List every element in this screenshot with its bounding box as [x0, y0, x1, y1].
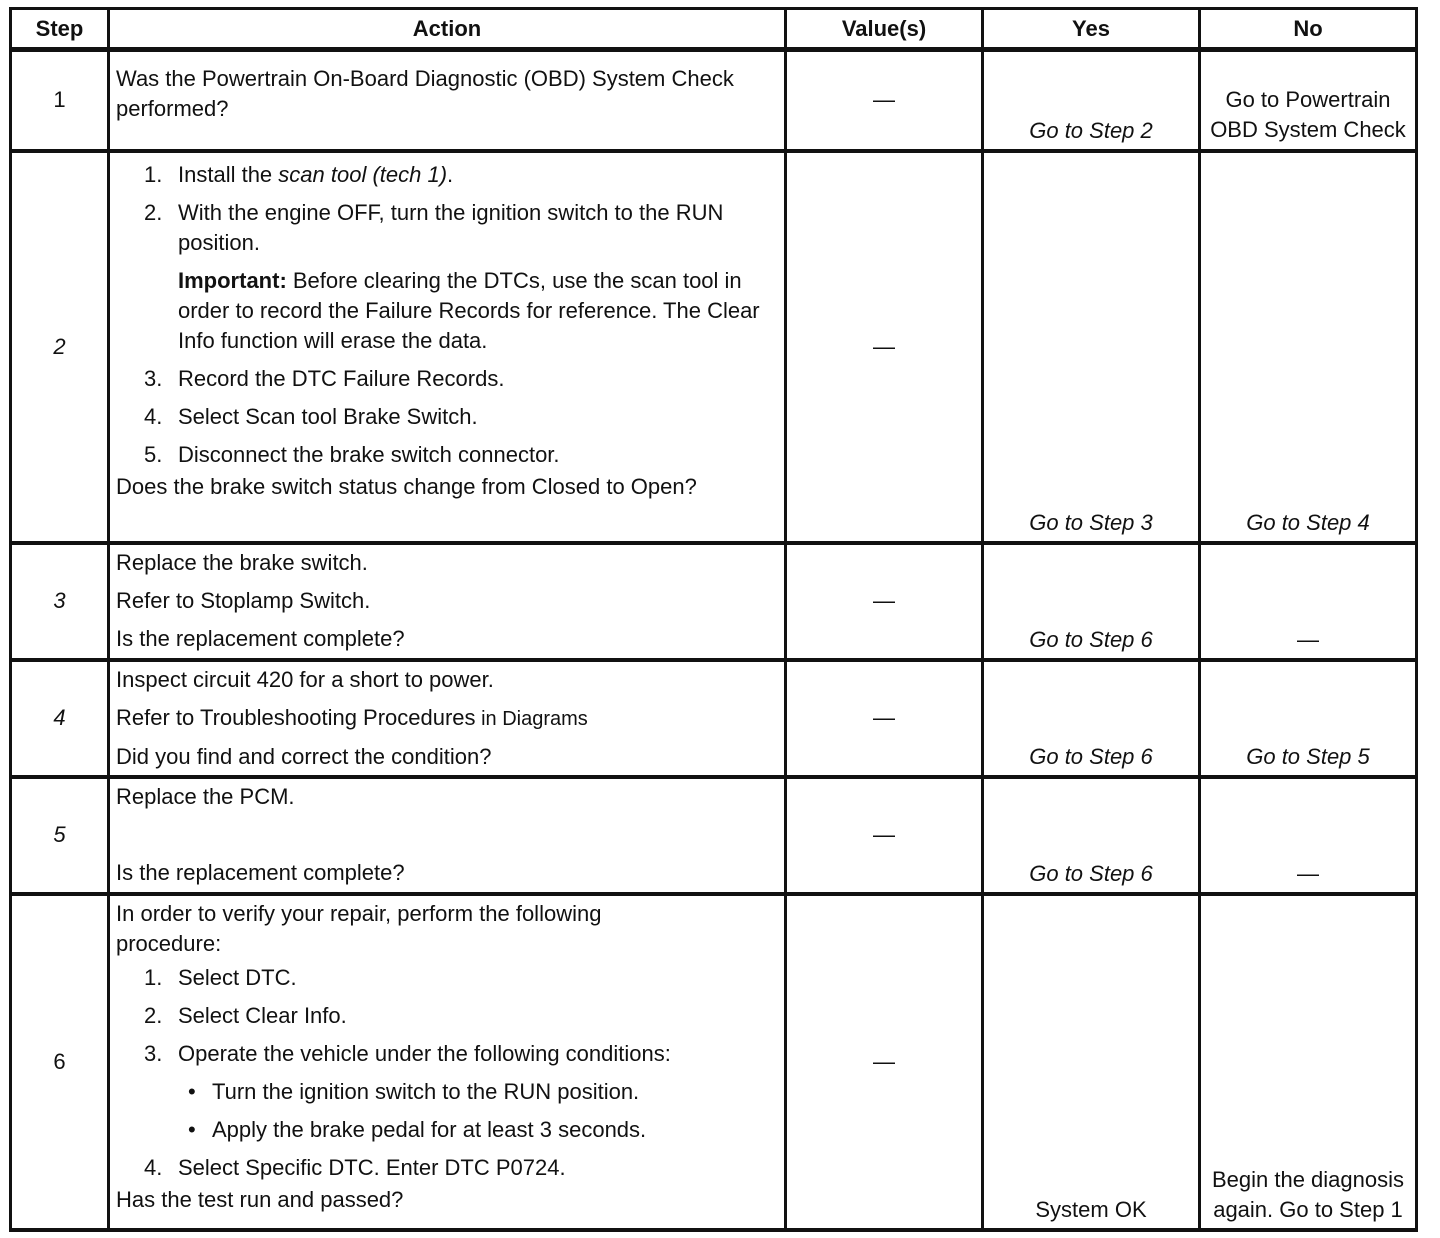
value-cell: —: [786, 151, 983, 543]
yes-cell: Go to Step 6: [983, 543, 1200, 660]
list-number: 3.: [144, 365, 163, 391]
list-item: [116, 1001, 780, 1031]
list-number: 2.: [144, 1002, 163, 1028]
value-cell: —: [786, 543, 983, 660]
yes-cell: System OK: [983, 894, 1200, 1230]
diagnostic-table: [9, 7, 1418, 1232]
list-item: [116, 963, 780, 993]
action-text: Was the Powertrain On-Board Diagnostic (OBD) System Check performed?: [116, 66, 734, 122]
important-label: Important:: [178, 267, 287, 293]
action-cell: [109, 777, 786, 894]
list-number: 4.: [144, 403, 163, 429]
step-number: 2: [11, 151, 109, 543]
header-action: Action: [109, 9, 786, 50]
table-row: [11, 543, 1417, 660]
list-number: 5.: [144, 441, 163, 467]
question-text: Does the brake switch status change from Closed to Open?: [116, 473, 697, 499]
step-number: 3: [11, 543, 109, 660]
action-line: Replace the brake switch.: [116, 549, 368, 575]
action-line: Replace the PCM.: [116, 783, 295, 809]
bullet-item: [116, 1115, 780, 1145]
reference-location: in Diagrams: [475, 707, 588, 730]
list-text: Select DTC.: [178, 964, 297, 990]
table-row: [11, 777, 1417, 894]
table-row: [11, 151, 1417, 543]
bullet-icon: •: [188, 1078, 196, 1104]
no-cell: —: [1200, 777, 1417, 894]
header-values: Value(s): [786, 9, 983, 50]
step-number: 6: [11, 894, 109, 1230]
no-cell: Go to Step 5: [1200, 660, 1417, 777]
action-cell: [109, 894, 786, 1230]
bullet-text: Apply the brake pedal for at least 3 seconds.: [212, 1116, 647, 1142]
list-number: 1.: [144, 964, 163, 990]
list-item: [116, 364, 780, 394]
list-text: .: [447, 161, 454, 187]
list-text-emphasis: scan tool (tech 1): [278, 161, 448, 187]
list-text: Operate the vehicle under the following conditions:: [178, 1040, 671, 1066]
value-cell: —: [786, 777, 983, 894]
action-line: Is the replacement complete?: [116, 625, 405, 651]
bullet-text: Turn the ignition switch to the RUN position.: [212, 1078, 640, 1104]
question-text: Has the test run and passed?: [116, 1186, 404, 1212]
table-row: [11, 50, 1417, 151]
yes-cell: Go to Step 2: [983, 50, 1200, 151]
step-number: 1: [11, 50, 109, 151]
list-text: Install the: [178, 161, 279, 187]
list-text: Select Scan tool Brake Switch.: [178, 403, 478, 429]
step-number: 4: [11, 660, 109, 777]
value-cell: —: [786, 894, 983, 1230]
intro-text: In order to verify your repair, perform the following procedure:: [116, 900, 602, 956]
header-row: [11, 9, 1417, 50]
table-row: [11, 894, 1417, 1230]
reference-text: Refer to Troubleshooting Procedures: [116, 704, 476, 730]
header-yes: Yes: [983, 9, 1200, 50]
list-item: [116, 1039, 780, 1069]
action-line: [116, 703, 780, 734]
list-number: 4.: [144, 1154, 163, 1180]
list-number: 2.: [144, 199, 163, 225]
no-cell: Begin the diagnosis again. Go to Step 1: [1200, 894, 1417, 1230]
no-cell: Go to Powertrain OBD System Check: [1200, 50, 1417, 151]
list-item: [116, 1153, 780, 1183]
important-note: [116, 266, 780, 356]
bullet-icon: •: [188, 1116, 196, 1142]
action-line: Refer to Stoplamp Switch.: [116, 587, 371, 613]
list-number: 1.: [144, 161, 163, 187]
action-cell: [109, 543, 786, 660]
action-line: Is the replacement complete?: [116, 859, 405, 885]
no-cell: —: [1200, 543, 1417, 660]
list-item: [116, 198, 780, 258]
list-text: Select Specific DTC. Enter DTC P0724.: [178, 1154, 566, 1180]
value-cell: —: [786, 50, 983, 151]
action-line: Did you find and correct the condition?: [116, 743, 492, 769]
yes-cell: Go to Step 6: [983, 660, 1200, 777]
bullet-item: [116, 1077, 780, 1107]
list-text: Disconnect the brake switch connector.: [178, 441, 560, 467]
action-cell: [109, 660, 786, 777]
value-cell: —: [786, 660, 983, 777]
important-text: Before clearing the DTCs, use the scan tool in order to record the Failure Records for reference. The Clear Info function will erase the data.: [178, 267, 760, 353]
list-text: Record the DTC Failure Records.: [178, 365, 505, 391]
no-cell: Go to Step 4: [1200, 151, 1417, 543]
list-text: With the engine OFF, turn the ignition switch to the RUN position.: [178, 199, 724, 255]
yes-cell: Go to Step 3: [983, 151, 1200, 543]
list-text: Select Clear Info.: [178, 1002, 347, 1028]
action-line: Inspect circuit 420 for a short to power.: [116, 666, 494, 692]
action-cell: [109, 50, 786, 151]
step-number: 5: [11, 777, 109, 894]
list-number: 3.: [144, 1040, 163, 1066]
list-item: [116, 160, 780, 190]
action-cell: [109, 151, 786, 543]
header-step: Step: [11, 9, 109, 50]
blank-line: [116, 820, 780, 850]
table-row: [11, 660, 1417, 777]
yes-cell: Go to Step 6: [983, 777, 1200, 894]
header-no: No: [1200, 9, 1417, 50]
list-item: [116, 440, 780, 470]
list-item: [116, 402, 780, 432]
